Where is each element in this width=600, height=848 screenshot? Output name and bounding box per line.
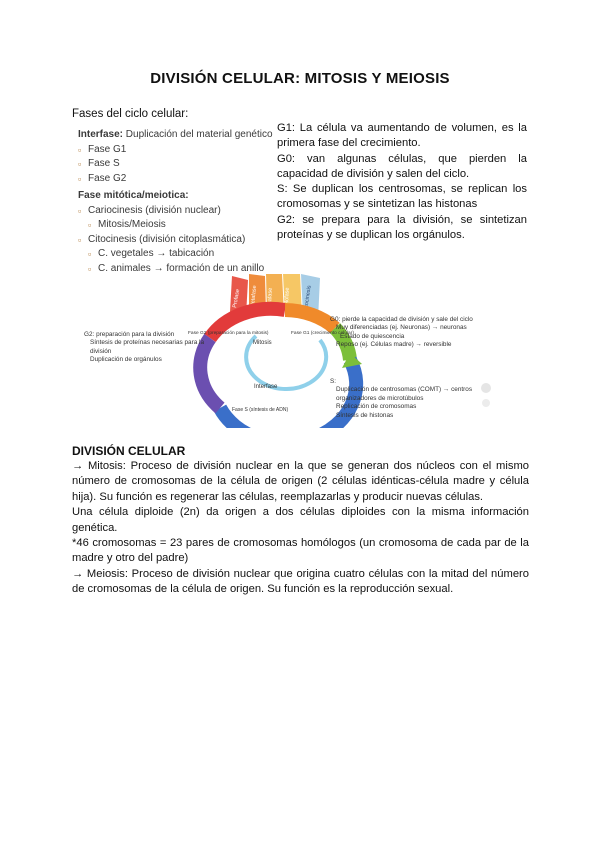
g0-note-item: Muy diferenciadas (ej. Neuronas) → neuronas [336,324,467,332]
mitotica-heading: Fase mitótica/meiotica: [78,190,189,201]
chromosome-paragraph: *46 cromosomas = 23 pares de cromosomas homólogos (un cromosoma de cada par de la madre y otro del padre) [72,537,529,565]
s-note-item: Duplicación de centrosomas (COMT) → centros organizadores de microtúbulos [336,386,473,402]
phase-g0-text: G0: van algunas células, que pierden la capacidad de división y salen del ciclo. [277,152,527,180]
intro-text: Fases del ciclo celular: [72,108,189,120]
section-heading: DIVISIÓN CELULAR [72,444,186,458]
outline-subitem: ▫ C. vegetales → tabicación [78,247,274,262]
phase-g1-text: G1: La célula va aumentando de volumen, es la primera fase del crecimiento. [277,122,527,150]
body-text [72,459,529,598]
g2-note [84,331,214,365]
g0-note-item: Reposo (ej. Células madre) → reversible [336,341,452,349]
g2-note-item: Síntesis de proteínas necesarias para la división [90,339,205,355]
s-note-title: S: [330,378,337,385]
g2-note-title: G2: preparación para la división [84,331,175,338]
outline-item: ▫ Fase G1 [78,143,274,158]
mitosis-paragraph: → Mitosis: Proceso de división nuclear en la que se generan dos núcleos con el mismo número de cromosomas de la célula de origen (2 células idénticas-célula madre y célula hija). Su función es regenerar las células, reemplazarlas y producir nuevas células. [72,460,529,503]
page-title: DIVISIÓN CELULAR: MITOSIS Y MEIOSIS [150,70,450,87]
interfase-label: Interfase: [78,129,124,140]
s-note-item: Replicación de cromosomas [336,403,417,411]
outline-item: ▫ Fase S [78,157,274,172]
tab-label: Profase [232,288,242,309]
g0-note-item: Estado de quiescencia [340,332,405,340]
tab-label: Anafase [267,287,274,309]
tab-label: Metafase [250,285,258,309]
phase-s-text: S: Se duplican los centrosomas, se replican los cromosomas y se sintetizan las histonas [277,183,527,211]
g0-note-title: G0: pierde la capacidad de división y sale del ciclo [330,316,473,323]
fase-g1-label: Fase G1 (crecimiento celular) [291,331,354,336]
diploid-paragraph: Una célula diploide (2n) da origen a dos células diploides con la misma información genética. [72,506,529,534]
meiosis-paragraph: → Meiosis: Proceso de división nuclear que origina cuatro células con la mitad del número de cromosomas de la célula de origen. Su función es la reproducción sexual. [72,567,529,596]
g2-note-item: Duplicación de orgánulos [90,356,162,364]
s-note-item: Síntesis de histonas [336,411,394,419]
tab-label: Citocinesis [303,285,313,313]
outline-item: ▫ Citocinesis (división citoplasmática) [78,233,274,248]
interfase-label: Interfase [254,384,278,390]
fase-s-label: Fase S (síntesis de ADN) [232,407,289,413]
ring-segment-orange [285,310,335,328]
tab-label: Telofase [284,287,291,309]
interfase-desc: Duplicación del material genético [123,129,273,140]
mitosis-label: Mitosis [253,340,272,346]
fase-g2-label: Fase G2 (preparación para la mitosis) [188,331,269,336]
outline-item: ▫ Cariocinesis (división nuclear) [78,204,274,219]
s-note [330,378,490,420]
cell-cycle-outline [78,128,274,276]
interfase-heading [78,128,274,143]
phase-g2-text: G2: se prepara para la división, se sintetizan proteínas y se duplican los orgánulos. [277,213,527,242]
outline-subitem: ▫ Mitosis/Meiosis [78,218,274,233]
outline-subitem: ▫ C. animales → formación de un anillo [78,262,274,277]
phase-descriptions [277,121,527,243]
g0-note [330,316,510,350]
outline-item: ▫ Fase G2 [78,172,274,187]
